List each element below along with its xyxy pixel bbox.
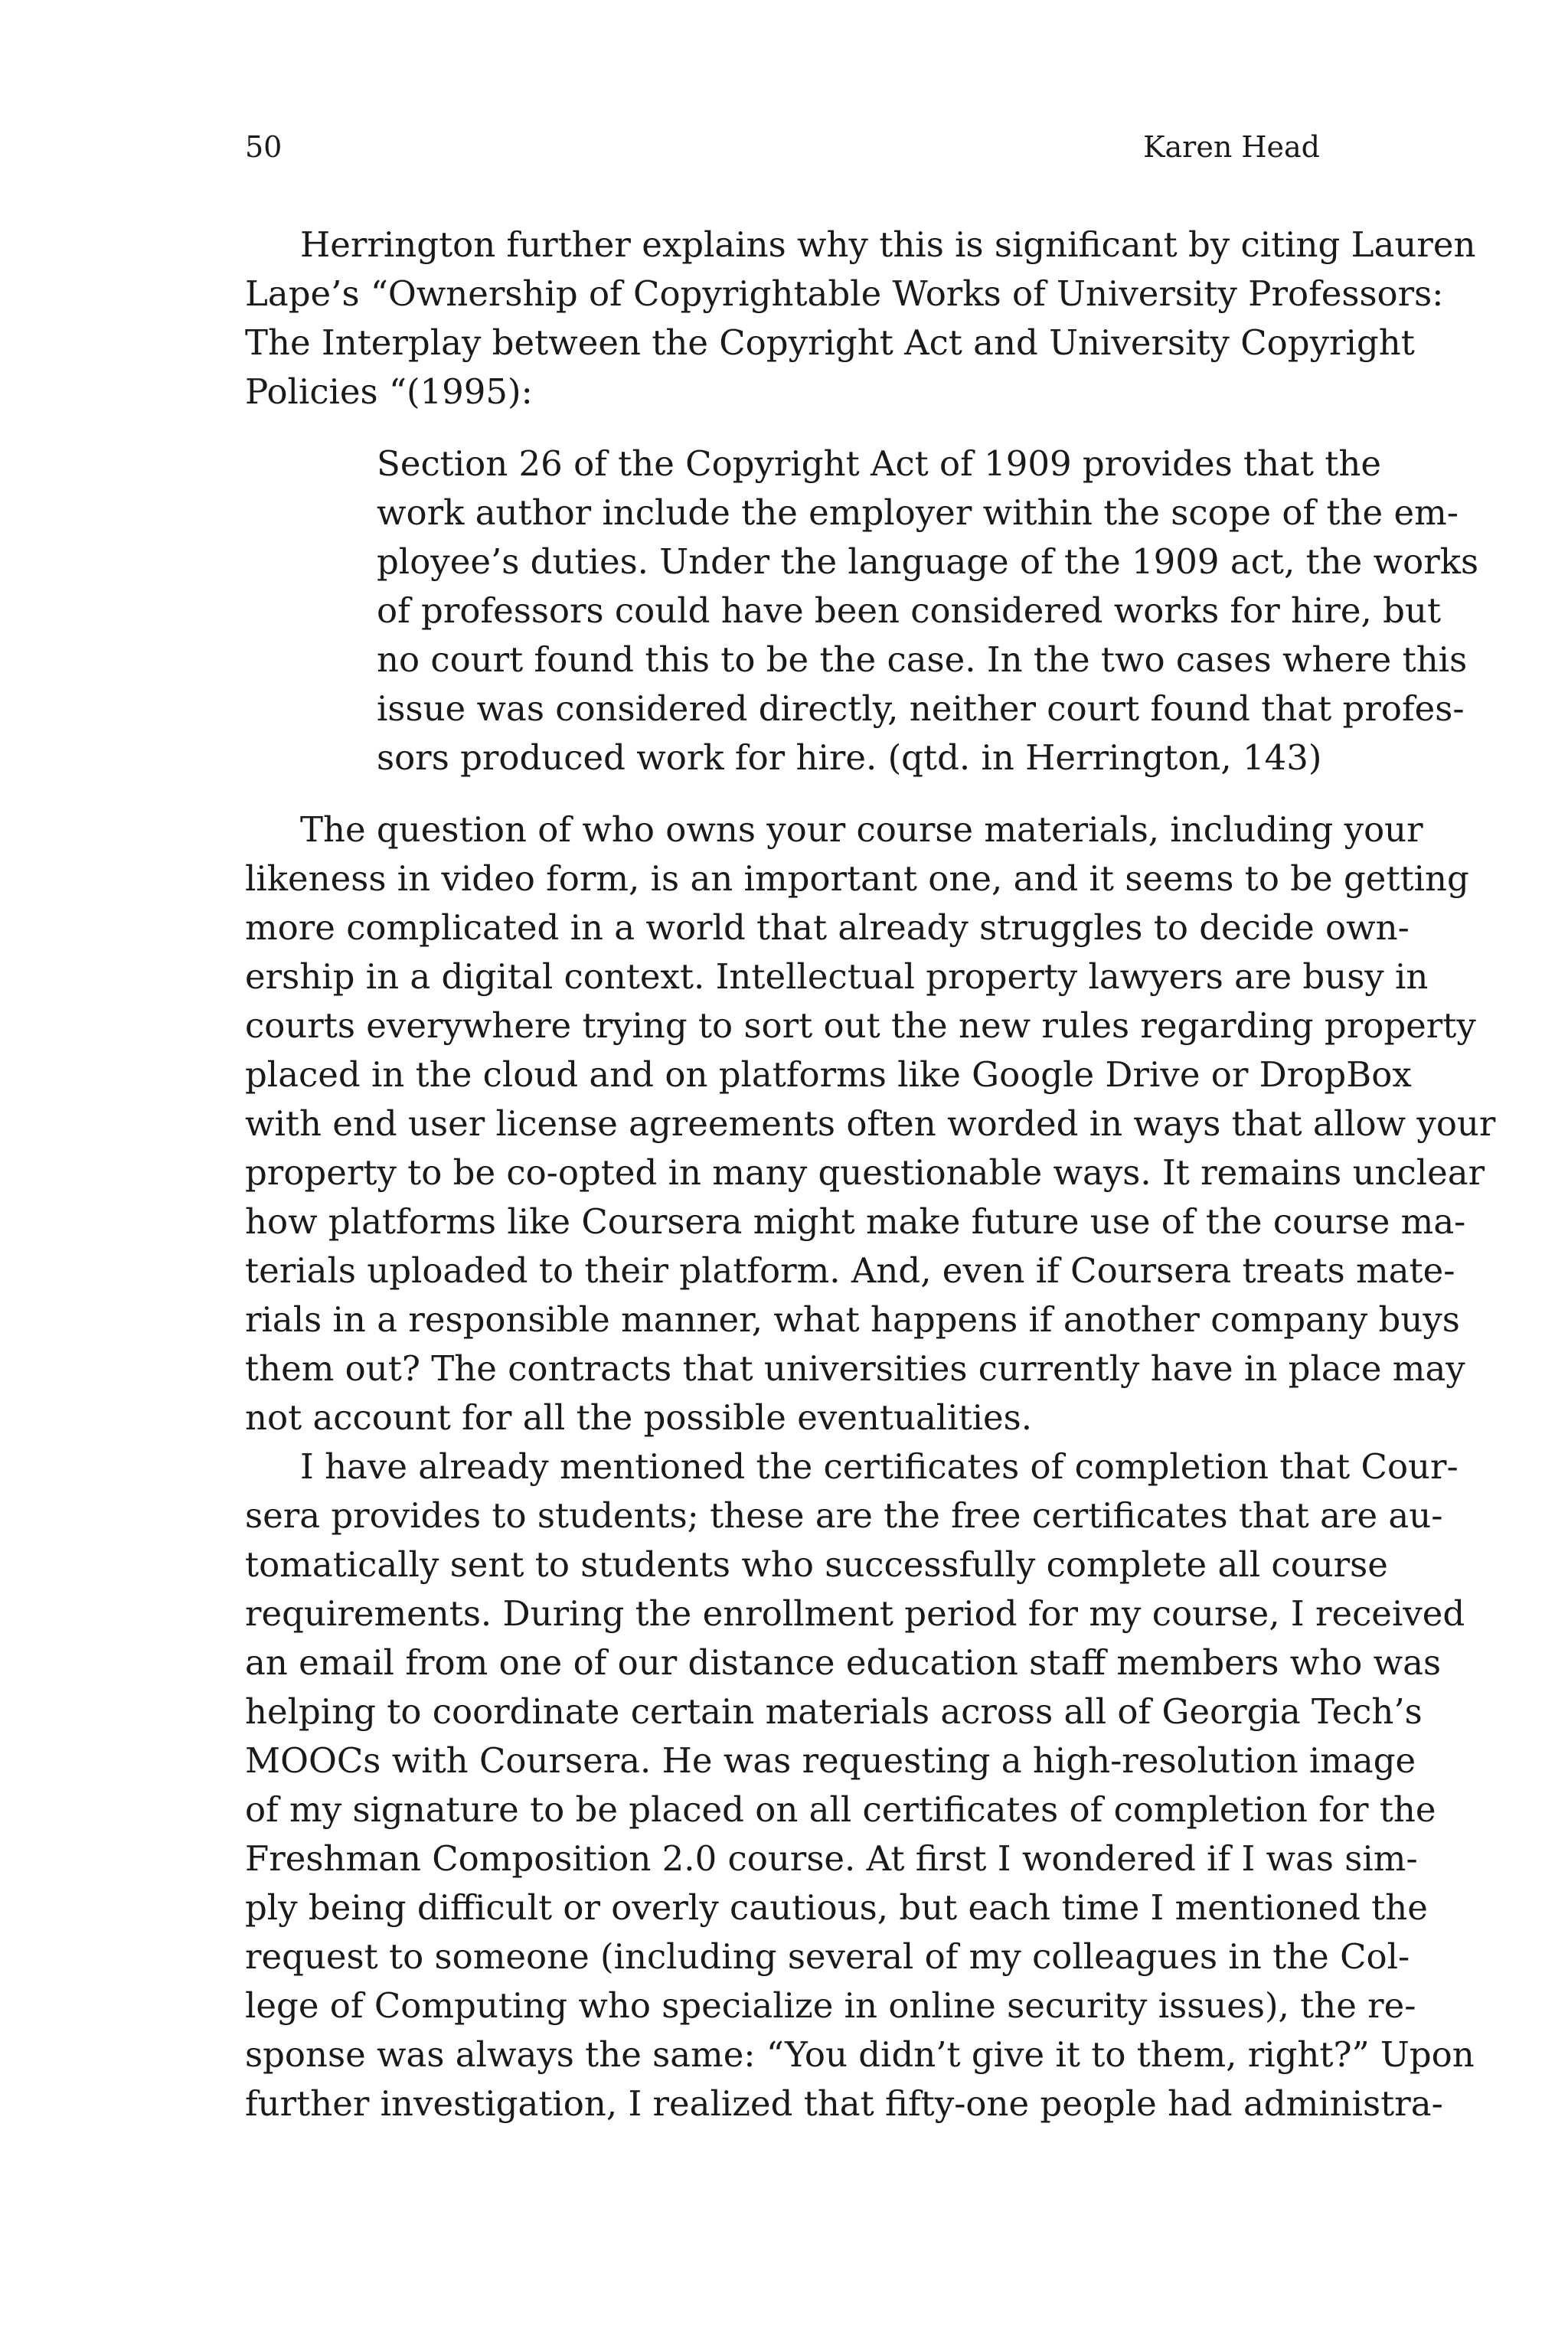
text-line: sera provides to students; these are the free certificates that are au- xyxy=(245,1495,1443,1536)
text-line: with end user license agreements often worded in ways that allow your xyxy=(245,1103,1496,1144)
paragraph-3 xyxy=(245,1442,1475,2128)
text-line: property to be co-opted in many questionable ways. It remains unclear xyxy=(245,1152,1485,1193)
text-line: The Interplay between the Copyright Act and University Copyright xyxy=(245,322,1415,363)
text-line: request to someone (including several of my colleagues in the Col- xyxy=(245,1936,1410,1977)
page-number: 50 xyxy=(245,130,283,164)
paragraph-2 xyxy=(245,805,1496,1442)
text-line: Lape’s “Ownership of Copyrightable Works of University Professors: xyxy=(245,273,1444,314)
text-line: ply being difficult or overly cautious, but each time I mentioned the xyxy=(245,1887,1428,1928)
text-line: tomatically sent to students who successfully complete all course xyxy=(245,1544,1388,1585)
text-line: more complicated in a world that already struggles to decide own- xyxy=(245,907,1410,948)
running-head xyxy=(245,129,1320,165)
text-line: how platforms like Coursera might make future use of the course ma- xyxy=(245,1201,1466,1242)
text-line: Freshman Composition 2.0 course. At first I wondered if I was sim- xyxy=(245,1838,1418,1879)
text-line: placed in the cloud and on platforms like Google Drive or DropBox xyxy=(245,1054,1412,1095)
text-line: likeness in video form, is an important one, and it seems to be getting xyxy=(245,858,1469,899)
text-line: not account for all the possible eventualities. xyxy=(245,1397,1033,1438)
quote-line: sors produced work for hire. (qtd. in Herrington, 143) xyxy=(377,737,1322,778)
quote-line: ployee’s duties. Under the language of the 1909 act, the works xyxy=(377,541,1479,582)
block-quote xyxy=(377,439,1479,782)
quote-line: no court found this to be the case. In the two cases where this xyxy=(377,639,1468,680)
text-line: I have already mentioned the certificates of completion that Cour- xyxy=(300,1446,1459,1487)
quote-line: work author include the employer within the scope of the em- xyxy=(377,492,1459,533)
body-text xyxy=(245,220,1496,2128)
text-line: The question of who owns your course materials, including your xyxy=(300,809,1423,850)
text-line: requirements. During the enrollment period for my course, I received xyxy=(245,1593,1465,1634)
text-line: Herrington further explains why this is significant by citing Lauren xyxy=(300,224,1476,265)
text-line: an email from one of our distance education staff members who was xyxy=(245,1642,1442,1683)
text-line: Policies “(1995): xyxy=(245,371,533,412)
paragraph-1 xyxy=(245,220,1476,416)
running-head-author: Karen Head xyxy=(1143,130,1320,164)
text-line: lege of Computing who specialize in online security issues), the re- xyxy=(245,1985,1416,2026)
text-line: ership in a digital context. Intellectual property lawyers are busy in xyxy=(245,956,1429,997)
text-line: further investigation, I realized that fifty-one people had administra- xyxy=(245,2083,1443,2124)
text-line: of my signature to be placed on all certificates of completion for the xyxy=(245,1789,1436,1830)
text-line: courts everywhere trying to sort out the new rules regarding property xyxy=(245,1005,1476,1046)
text-line: them out? The contracts that universities currently have in place may xyxy=(245,1348,1465,1389)
text-line: sponse was always the same: “You didn’t give it to them, right?” Upon xyxy=(245,2034,1475,2075)
text-line: terials uploaded to their platform. And, even if Coursera treats mate- xyxy=(245,1250,1455,1291)
text-line: MOOCs with Coursera. He was requesting a high-resolution image xyxy=(245,1740,1416,1781)
text-line: rials in a responsible manner, what happens if another company buys xyxy=(245,1299,1460,1340)
text-line: helping to coordinate certain materials across all of Georgia Tech’s xyxy=(245,1691,1423,1732)
quote-line: of professors could have been considered works for hire, but xyxy=(377,590,1442,631)
quote-line: Section 26 of the Copyright Act of 1909 provides that the xyxy=(377,443,1381,484)
quote-line: issue was considered directly, neither court found that profes- xyxy=(377,688,1465,729)
